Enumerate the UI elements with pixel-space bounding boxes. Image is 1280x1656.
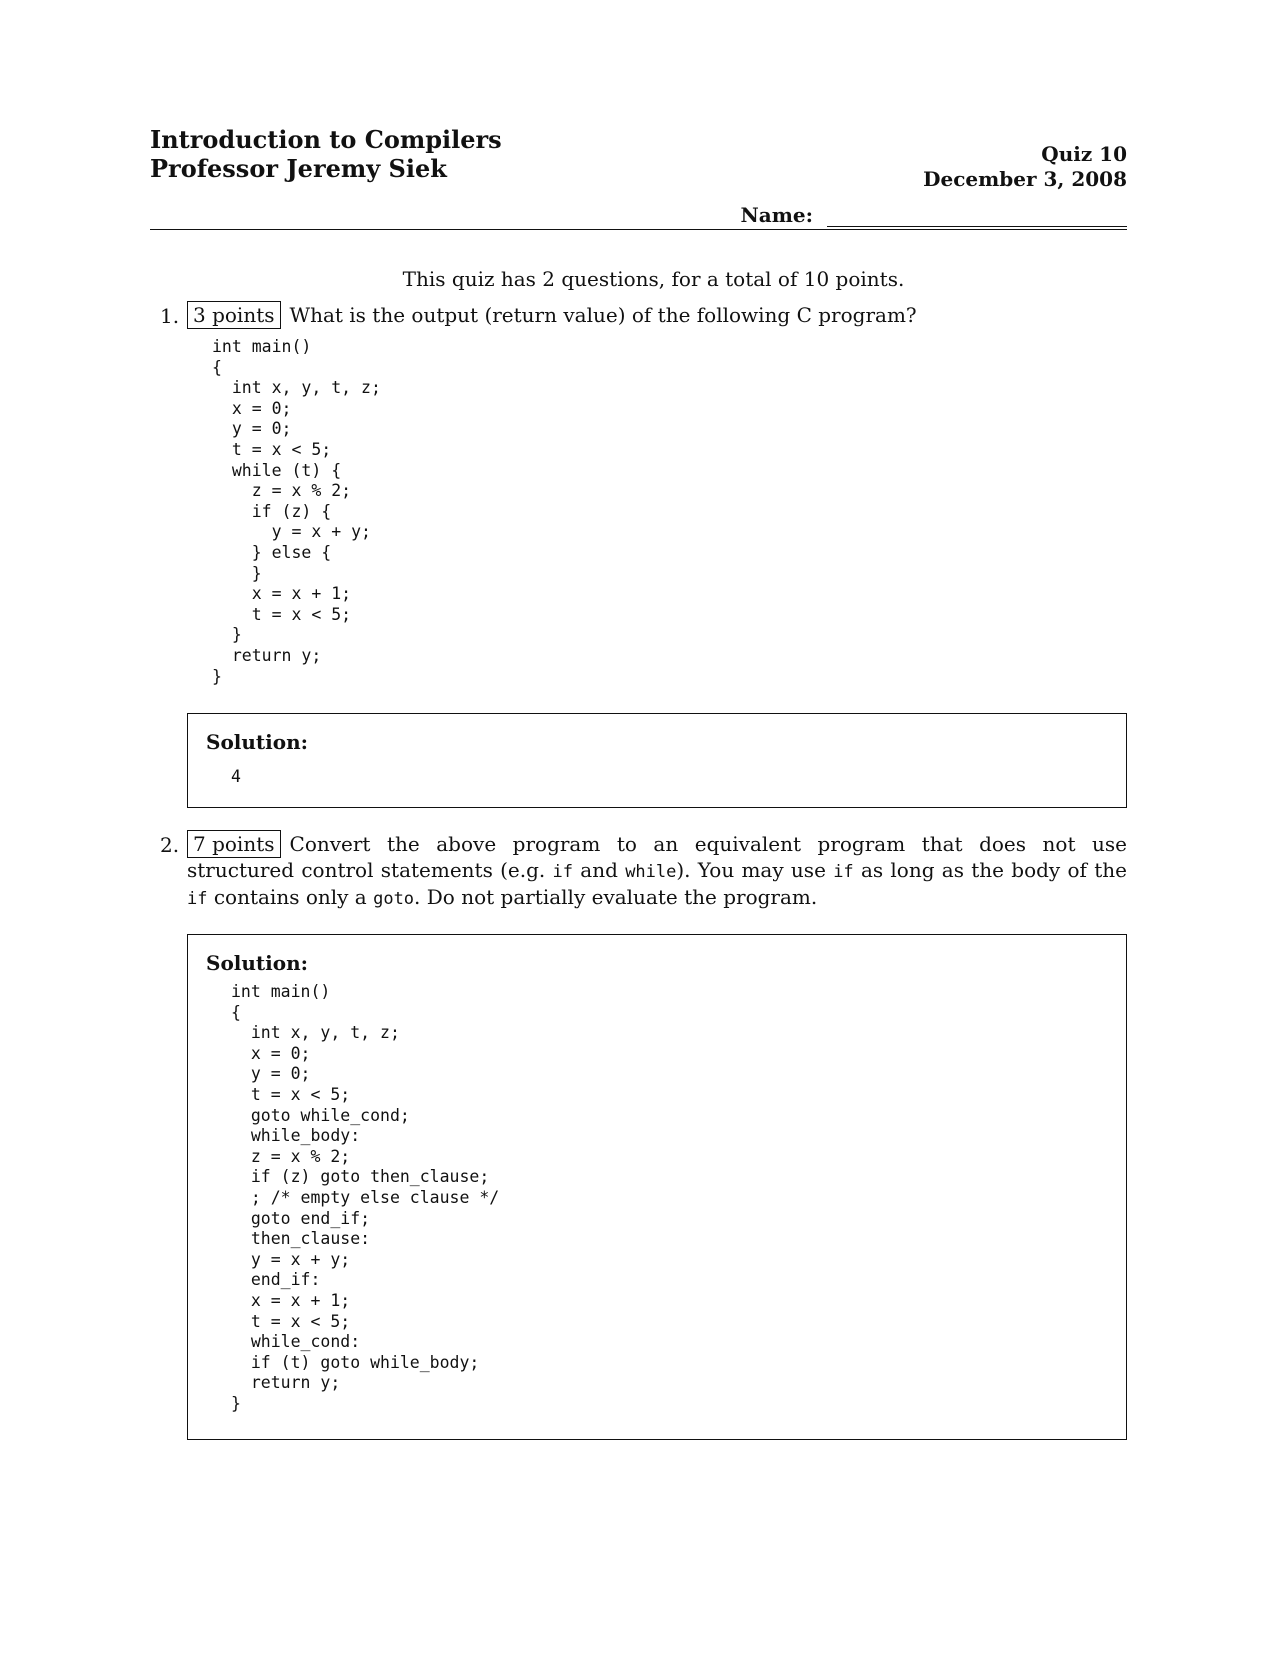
points-badge: 7 points bbox=[187, 830, 281, 858]
question-prompt-part: as long as the body of the bbox=[853, 858, 1127, 883]
quiz-page bbox=[150, 125, 1127, 1440]
question-text bbox=[187, 301, 1127, 329]
question-2 bbox=[150, 830, 1127, 912]
inline-code: if bbox=[187, 889, 208, 910]
solution-box-1 bbox=[187, 713, 1127, 808]
code-block: int main() { int x, y, t, z; x = 0; y = 0; t = x < 5; while (t) { z = x % 2; if (z) { y = x + y; } else { } x = x + 1; t = x < 5; } return y; } bbox=[212, 337, 381, 686]
inline-code: while bbox=[625, 862, 677, 883]
question-prompt-part: Convert the above program to an equivalent program that does not use structured control statements (e.g. bbox=[187, 832, 1127, 883]
question-prompt-part: ). You may use bbox=[676, 858, 834, 883]
question-1 bbox=[150, 301, 1127, 687]
quiz-info bbox=[923, 142, 1127, 192]
question-prompt-part: . Do not partially evaluate the program. bbox=[414, 885, 818, 910]
points-badge: 3 points bbox=[187, 301, 281, 329]
question-number: 1. bbox=[160, 304, 180, 328]
inline-code: if bbox=[833, 862, 854, 883]
name-blank-line[interactable] bbox=[827, 206, 1127, 227]
page-header bbox=[150, 125, 1127, 231]
solution-label: Solution: bbox=[206, 951, 309, 976]
solution-answer: 4 bbox=[231, 767, 241, 787]
question-number: 2. bbox=[160, 833, 180, 858]
quiz-date: December 3, 2008 bbox=[923, 167, 1127, 191]
question-prompt: What is the output (return value) of the following C program? bbox=[289, 303, 917, 327]
solution-code-block: int main() { int x, y, t, z; x = 0; y = 0; t = x < 5; goto while_cond; while_body: z = x % 2; if (z) goto then_clause; ; /* empty else clause */ goto end_if; then_clause: y = x + y; end_if: x = x + 1; t = x < 5; while_cond: if (t) goto while_body; return y; } bbox=[231, 982, 500, 1413]
inline-code: if bbox=[552, 862, 574, 883]
name-label: Name: bbox=[740, 203, 813, 227]
professor-name: Professor Jeremy Siek bbox=[150, 154, 447, 183]
quiz-intro: This quiz has 2 questions, for a total of 10 points. bbox=[402, 267, 905, 291]
question-text bbox=[187, 830, 1127, 912]
question-prompt-part: and bbox=[573, 858, 626, 883]
inline-code: goto bbox=[373, 889, 415, 910]
name-field bbox=[740, 203, 1127, 227]
header-rule bbox=[150, 229, 1127, 230]
solution-box-2 bbox=[187, 934, 1127, 1439]
solution-label: Solution: bbox=[206, 730, 309, 755]
quiz-number: Quiz 10 bbox=[1041, 142, 1127, 166]
course-title: Introduction to Compilers bbox=[150, 125, 502, 154]
question-prompt-part: contains only a bbox=[207, 885, 374, 910]
